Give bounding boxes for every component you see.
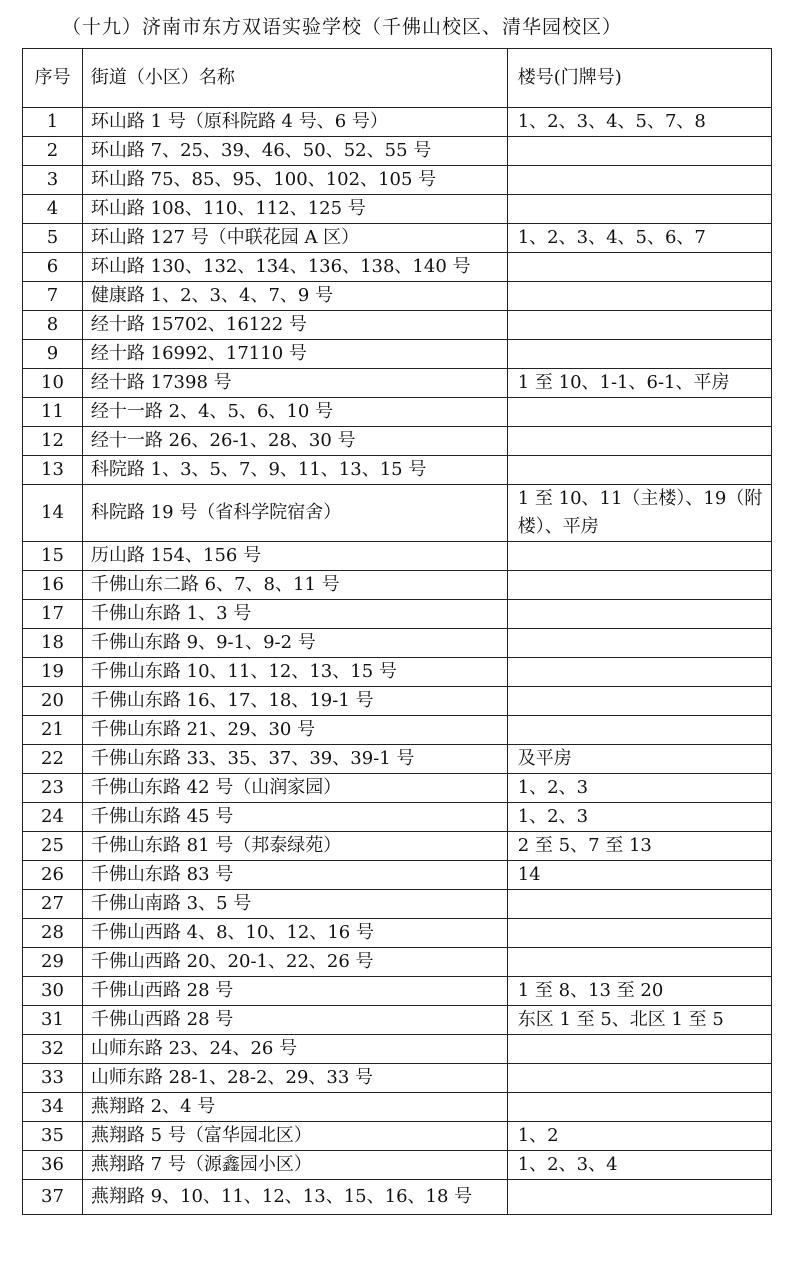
table-row	[23, 166, 772, 195]
header-building-number: 楼号(门牌号)	[507, 49, 771, 108]
street-name-cell: 千佛山东路 10、11、12、13、15 号	[82, 658, 507, 687]
street-name-cell: 环山路 130、132、134、136、138、140 号	[82, 253, 507, 282]
street-name-cell: 环山路 7、25、39、46、50、52、55 号	[82, 137, 507, 166]
table-row	[23, 542, 772, 571]
serial-number-cell: 28	[23, 919, 83, 948]
building-number-cell	[507, 456, 771, 485]
building-number-cell	[507, 166, 771, 195]
street-name-cell: 环山路 127 号（中联花园 A 区）	[82, 224, 507, 253]
street-name-cell: 千佛山西路 4、8、10、12、16 号	[82, 919, 507, 948]
street-name-cell: 燕翔路 2、4 号	[82, 1093, 507, 1122]
table-row	[23, 137, 772, 166]
street-name-cell: 千佛山西路 28 号	[82, 1006, 507, 1035]
table-row	[23, 311, 772, 340]
street-name-cell: 千佛山东路 21、29、30 号	[82, 716, 507, 745]
serial-number-cell: 14	[23, 485, 83, 542]
street-name-cell: 环山路 1 号（原科院路 4 号、6 号）	[82, 108, 507, 137]
street-name-cell: 千佛山西路 20、20-1、22、26 号	[82, 948, 507, 977]
serial-number-cell: 25	[23, 832, 83, 861]
building-number-cell	[507, 398, 771, 427]
building-number-cell: 1、2、3	[507, 774, 771, 803]
street-name-cell: 山师东路 23、24、26 号	[82, 1035, 507, 1064]
building-number-cell	[507, 658, 771, 687]
building-number-cell	[507, 253, 771, 282]
street-name-cell: 千佛山东路 45 号	[82, 803, 507, 832]
street-name-cell: 燕翔路 7 号（源鑫园小区）	[82, 1151, 507, 1180]
building-number-cell	[507, 427, 771, 456]
table-row	[23, 832, 772, 861]
building-number-cell: 14	[507, 861, 771, 890]
building-number-cell: 1、2、3、4、5、6、7	[507, 224, 771, 253]
building-number-cell	[507, 600, 771, 629]
building-number-cell: 1、2、3、4、5、7、8	[507, 108, 771, 137]
street-name-cell: 燕翔路 9、10、11、12、13、15、16、18 号	[82, 1180, 507, 1215]
serial-number-cell: 31	[23, 1006, 83, 1035]
street-name-cell: 科院路 1、3、5、7、9、11、13、15 号	[82, 456, 507, 485]
street-name-cell: 经十一路 26、26-1、28、30 号	[82, 427, 507, 456]
table-row	[23, 658, 772, 687]
building-number-cell	[507, 195, 771, 224]
serial-number-cell: 16	[23, 571, 83, 600]
table-row	[23, 774, 772, 803]
serial-number-cell: 2	[23, 137, 83, 166]
serial-number-cell: 11	[23, 398, 83, 427]
serial-number-cell: 3	[23, 166, 83, 195]
building-number-cell: 1、2	[507, 1122, 771, 1151]
document-title: （十九）济南市东方双语实验学校（千佛山校区、清华园校区）	[62, 16, 623, 38]
table-row	[23, 224, 772, 253]
table-row	[23, 919, 772, 948]
building-number-cell	[507, 716, 771, 745]
school-district-table	[22, 48, 772, 1215]
table-row	[23, 687, 772, 716]
serial-number-cell: 12	[23, 427, 83, 456]
building-number-cell: 东区 1 至 5、北区 1 至 5	[507, 1006, 771, 1035]
serial-number-cell: 33	[23, 1064, 83, 1093]
table-row	[23, 716, 772, 745]
table-row	[23, 1093, 772, 1122]
table-row	[23, 571, 772, 600]
building-number-cell	[507, 1180, 771, 1215]
table-row	[23, 456, 772, 485]
building-number-cell	[507, 1093, 771, 1122]
building-number-cell	[507, 1035, 771, 1064]
building-number-cell	[507, 542, 771, 571]
table-row	[23, 340, 772, 369]
serial-number-cell: 5	[23, 224, 83, 253]
table-row	[23, 600, 772, 629]
serial-number-cell: 6	[23, 253, 83, 282]
serial-number-cell: 35	[23, 1122, 83, 1151]
table-row	[23, 108, 772, 137]
street-name-cell: 燕翔路 5 号（富华园北区）	[82, 1122, 507, 1151]
table-row	[23, 253, 772, 282]
table-row	[23, 629, 772, 658]
header-serial-number: 序号	[23, 49, 83, 108]
serial-number-cell: 29	[23, 948, 83, 977]
table-row	[23, 948, 772, 977]
header-street-name: 街道（小区）名称	[82, 49, 507, 108]
table-row	[23, 1151, 772, 1180]
building-number-cell	[507, 571, 771, 600]
serial-number-cell: 15	[23, 542, 83, 571]
building-number-cell	[507, 948, 771, 977]
street-name-cell: 千佛山东路 83 号	[82, 861, 507, 890]
building-number-cell	[507, 137, 771, 166]
street-name-cell: 千佛山东路 9、9-1、9-2 号	[82, 629, 507, 658]
building-number-cell: 1 至 10、1-1、6-1、平房	[507, 369, 771, 398]
street-name-cell: 经十路 16992、17110 号	[82, 340, 507, 369]
building-number-cell	[507, 1064, 771, 1093]
serial-number-cell: 20	[23, 687, 83, 716]
table-row	[23, 977, 772, 1006]
street-name-cell: 健康路 1、2、3、4、7、9 号	[82, 282, 507, 311]
table-row	[23, 861, 772, 890]
serial-number-cell: 18	[23, 629, 83, 658]
serial-number-cell: 32	[23, 1035, 83, 1064]
table-row	[23, 485, 772, 542]
building-number-cell: 1、2、3	[507, 803, 771, 832]
building-number-cell: 及平房	[507, 745, 771, 774]
serial-number-cell: 21	[23, 716, 83, 745]
serial-number-cell: 8	[23, 311, 83, 340]
serial-number-cell: 30	[23, 977, 83, 1006]
table-row	[23, 282, 772, 311]
serial-number-cell: 7	[23, 282, 83, 311]
building-number-cell	[507, 311, 771, 340]
table-row	[23, 745, 772, 774]
building-number-cell	[507, 919, 771, 948]
serial-number-cell: 19	[23, 658, 83, 687]
serial-number-cell: 4	[23, 195, 83, 224]
serial-number-cell: 10	[23, 369, 83, 398]
street-name-cell: 千佛山东二路 6、7、8、11 号	[82, 571, 507, 600]
street-name-cell: 科院路 19 号（省科学院宿舍）	[82, 485, 507, 542]
serial-number-cell: 27	[23, 890, 83, 919]
table-row	[23, 398, 772, 427]
street-name-cell: 千佛山东路 1、3 号	[82, 600, 507, 629]
street-name-cell: 千佛山东路 42 号（山润家园）	[82, 774, 507, 803]
building-number-cell	[507, 890, 771, 919]
building-number-cell	[507, 629, 771, 658]
serial-number-cell: 26	[23, 861, 83, 890]
serial-number-cell: 24	[23, 803, 83, 832]
serial-number-cell: 22	[23, 745, 83, 774]
street-name-cell: 经十路 15702、16122 号	[82, 311, 507, 340]
building-number-cell	[507, 282, 771, 311]
serial-number-cell: 23	[23, 774, 83, 803]
street-name-cell: 千佛山西路 28 号	[82, 977, 507, 1006]
street-name-cell: 千佛山东路 16、17、18、19-1 号	[82, 687, 507, 716]
building-number-cell	[507, 687, 771, 716]
street-name-cell: 千佛山东路 33、35、37、39、39-1 号	[82, 745, 507, 774]
table-row	[23, 195, 772, 224]
table-row	[23, 890, 772, 919]
serial-number-cell: 13	[23, 456, 83, 485]
table-row	[23, 1035, 772, 1064]
table-row	[23, 369, 772, 398]
street-name-cell: 环山路 75、85、95、100、102、105 号	[82, 166, 507, 195]
street-name-cell: 山师东路 28-1、28-2、29、33 号	[82, 1064, 507, 1093]
table-row	[23, 1122, 772, 1151]
table-header-row	[23, 49, 772, 108]
street-name-cell: 历山路 154、156 号	[82, 542, 507, 571]
street-name-cell: 经十一路 2、4、5、6、10 号	[82, 398, 507, 427]
street-name-cell: 环山路 108、110、112、125 号	[82, 195, 507, 224]
serial-number-cell: 34	[23, 1093, 83, 1122]
table-row	[23, 1006, 772, 1035]
street-name-cell: 经十路 17398 号	[82, 369, 507, 398]
table-row	[23, 1064, 772, 1093]
serial-number-cell: 17	[23, 600, 83, 629]
building-number-cell	[507, 340, 771, 369]
building-number-cell: 1、2、3、4	[507, 1151, 771, 1180]
building-number-cell: 1 至 10、11（主楼）、19（附楼）、平房	[507, 485, 771, 542]
serial-number-cell: 1	[23, 108, 83, 137]
building-number-cell: 2 至 5、7 至 13	[507, 832, 771, 861]
serial-number-cell: 9	[23, 340, 83, 369]
building-number-cell: 1 至 8、13 至 20	[507, 977, 771, 1006]
serial-number-cell: 36	[23, 1151, 83, 1180]
serial-number-cell: 37	[23, 1180, 83, 1215]
street-name-cell: 千佛山南路 3、5 号	[82, 890, 507, 919]
table-row	[23, 427, 772, 456]
table-row	[23, 1180, 772, 1215]
table-row	[23, 803, 772, 832]
street-name-cell: 千佛山东路 81 号（邦泰绿苑）	[82, 832, 507, 861]
